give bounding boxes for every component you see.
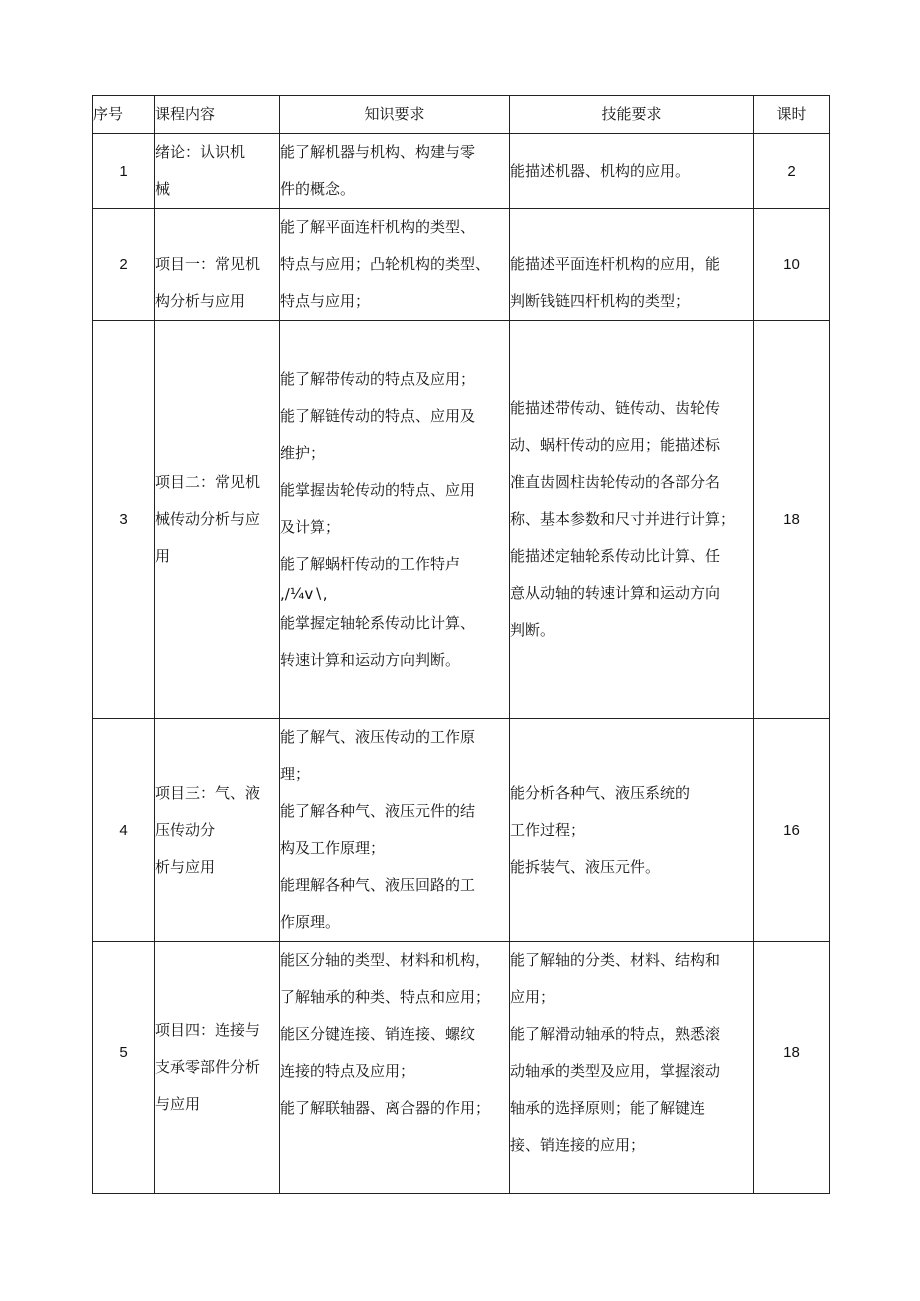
row-content: 项目三：气、液 压传动分 析与应用 [155,719,280,942]
row-content: 绪论：认识机 械 [155,134,280,209]
row-knowledge: 能了解气、液压传动的工作原 理； 能了解各种气、液压元件的结 构及工作原理； 能理解各种气、液压回路的工 作原理。 [280,719,510,942]
row-content: 项目一：常见机 构分析与应用 [155,209,280,321]
row-skill: 能描述带传动、链传动、齿轮传 动、蜗杆传动的应用；能描述标 准直齿圆柱齿轮传动的各部分名 称、基本参数和尺寸并进行计算； 能描述定轴轮系传动比计算、任 意从动轴的转速计算和运动方向 判断。 [510,321,754,719]
row-hours: 18 [754,942,830,1194]
row-hours: 16 [754,719,830,942]
table-row [93,134,830,209]
row-knowledge: 能了解平面连杆机构的类型、 特点与应用；凸轮机构的类型、 特点与应用； [280,209,510,321]
header-row [93,96,830,134]
row-skill: 能分析各种气、液压系统的 工作过程； 能拆装气、液压元件。 [510,719,754,942]
header-knowledge: 知识要求 [280,96,510,134]
row-num: 2 [93,209,155,321]
row-knowledge: 能了解带传动的特点及应用； 能了解链传动的特点、应用及 维护； 能掌握齿轮传动的特点、应用 及计算； 能了解蜗杆传动的工作特卢 ,∕¼v∖, 能掌握定轴轮系传动比计算、 转速计算和运动方向判断。 [280,321,510,719]
header-skill: 技能要求 [510,96,754,134]
table-row [93,209,830,321]
row-num: 3 [93,321,155,719]
header-num: 序号 [93,96,155,134]
row-skill: 能描述机器、机构的应用。 [510,134,754,209]
row-knowledge: 能区分轴的类型、材料和机构， 了解轴承的种类、特点和应用； 能区分键连接、销连接、螺纹 连接的特点及应用； 能了解联轴器、离合器的作用； [280,942,510,1194]
row-knowledge: 能了解机器与机构、构建与零 件的概念。 [280,134,510,209]
row-skill: 能描述平面连杆机构的应用，能 判断钱链四杆机构的类型； [510,209,754,321]
header-content: 课程内容 [155,96,280,134]
row-hours: 10 [754,209,830,321]
row-hours: 18 [754,321,830,719]
table-row [93,942,830,1194]
row-num: 1 [93,134,155,209]
course-requirements-table [92,95,830,1194]
row-content: 项目四：连接与 支承零部件分析 与应用 [155,942,280,1194]
table-row [93,321,830,719]
row-content: 项目二：常见机 械传动分析与应 用 [155,321,280,719]
row-num: 4 [93,719,155,942]
row-hours: 2 [754,134,830,209]
header-hours: 课时 [754,96,830,134]
row-skill: 能了解轴的分类、材料、结构和 应用； 能了解滑动轴承的特点，熟悉滚 动轴承的类型及应用，掌握滚动 轴承的选择原则；能了解键连 接、销连接的应用； [510,942,754,1194]
table-row [93,719,830,942]
row-num: 5 [93,942,155,1194]
